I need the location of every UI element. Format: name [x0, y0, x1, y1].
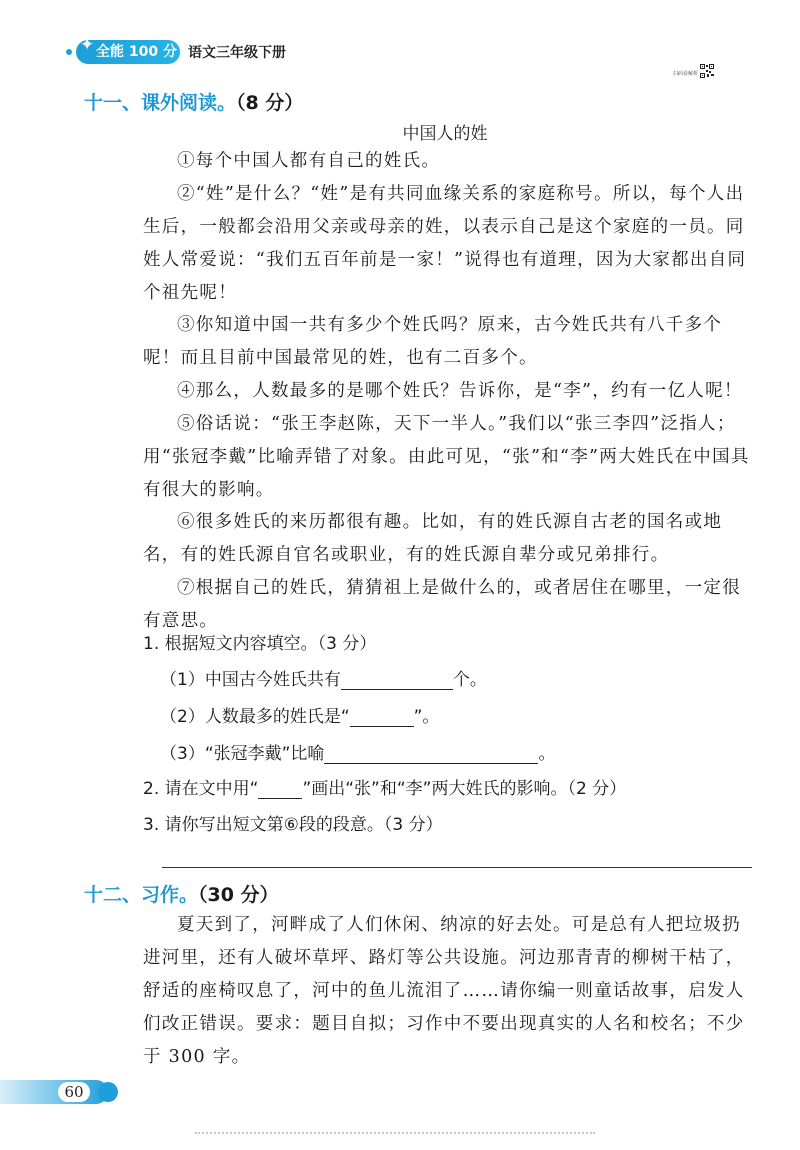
- underline-sample: [258, 784, 302, 799]
- qr-label: 扫码看解析: [673, 71, 699, 77]
- paragraph-7: ⑦根据自己的姓氏，猜猜祖上是做什么的，或者居住在哪里，一定很有意思。: [143, 578, 741, 631]
- question-2: [143, 774, 626, 799]
- book-title: 语文三年级下册: [188, 45, 286, 61]
- paragraph-6: ⑥很多姓氏的来历都很有趣。比如，有的姓氏源自古老的国名或地名，有的姓氏源自官名或职业，有的姓氏源自辈分或兄弟排行。: [143, 512, 723, 565]
- section-12-points: （30 分）: [198, 884, 279, 906]
- question-1-3: [160, 739, 555, 764]
- paragraph-2: ②“姓”是什么？“姓”是有共同血缘关系的家庭称号。所以，每个人出生后，一般都会沿用父亲或母亲的姓，以表示自己是这个家庭的一员。同姓人常爱说：“我们五百年前是一家！”说得也有道理，因为大家都出自同个祖先呢！: [143, 184, 747, 303]
- question-1-1: [160, 665, 487, 690]
- question-1-2: [160, 702, 439, 727]
- writing-prompt: 夏天到了，河畔成了人们休闲、纳凉的好去处。可是总有人把垃圾扔进河里，还有人破坏草坪、路灯等公共设施。河边那青青的柳树干枯了，舒适的座椅叹息了，河中的鱼儿流泪了……请你编一则童话故事，启发人们改正错误。要求：题目自拟；习作中不要出现真实的人名和校名；不少于 300 字。: [143, 915, 745, 1067]
- paragraph-3: ③你知道中国一共有多少个姓氏吗？原来，古今姓氏共有八千多个呢！而且目前中国最常见的姓，也有二百多个。: [143, 315, 723, 368]
- page-tab: [0, 1080, 108, 1104]
- answer-line-3[interactable]: [162, 867, 752, 868]
- question-1-1-text: （1）中国古今姓氏共有: [160, 670, 341, 690]
- question-1-1-suffix: 个。: [452, 670, 487, 690]
- article-title: 中国人的姓: [402, 124, 488, 144]
- paragraph-1: ①每个中国人都有自己的姓氏。: [177, 151, 441, 171]
- question-2-suffix: ”画出“张”和“李”两大姓氏的影响。（2 分）: [302, 779, 627, 799]
- page-number: 60: [58, 1082, 90, 1102]
- answer-blank-1-2[interactable]: [350, 706, 414, 727]
- answer-blank-1-3[interactable]: [324, 743, 538, 764]
- star-icon: ✦: [80, 35, 95, 55]
- answer-blank-1-1[interactable]: [341, 669, 453, 690]
- question-1-3-suffix: 。: [538, 744, 556, 764]
- section-11-points: （8 分）: [236, 92, 304, 114]
- question-2-text: 2. 请在文中用“: [143, 779, 259, 799]
- question-3: 3. 请你写出短文第⑥段的段意。（3 分）: [143, 815, 443, 835]
- question-1-2-text: （2）人数最多的姓氏是“: [160, 707, 350, 727]
- section-11-number: 十一、: [84, 92, 142, 114]
- section-11-title: 课外阅读。: [141, 92, 237, 114]
- qr-code-icon[interactable]: [700, 64, 714, 78]
- section-12-title: 习作。: [141, 884, 199, 906]
- brand-dot: [66, 49, 72, 55]
- section-12-number: 十二、: [84, 884, 142, 906]
- bleed-artifact: [195, 1132, 595, 1136]
- paragraph-5: ⑤俗话说：“张王李赵陈，天下一半人。”我们以“张三李四”泛指人；用“张冠李戴”比喻弄错了对象。由此可见，“张”和“李”两大姓氏在中国具有很大的影响。: [143, 414, 750, 500]
- brand-badge: 全能 100 分: [76, 40, 180, 64]
- section-11-heading: [84, 88, 303, 115]
- section-12-heading: [84, 880, 279, 907]
- paragraph-4: ④那么，人数最多的是哪个姓氏？告诉你，是“李”，约有一亿人呢！: [177, 381, 743, 401]
- question-1-2-suffix: ”。: [413, 707, 440, 727]
- question-1: 1. 根据短文内容填空。（3 分）: [143, 634, 377, 654]
- question-1-3-text: （3）“张冠李戴”比喻: [160, 744, 325, 764]
